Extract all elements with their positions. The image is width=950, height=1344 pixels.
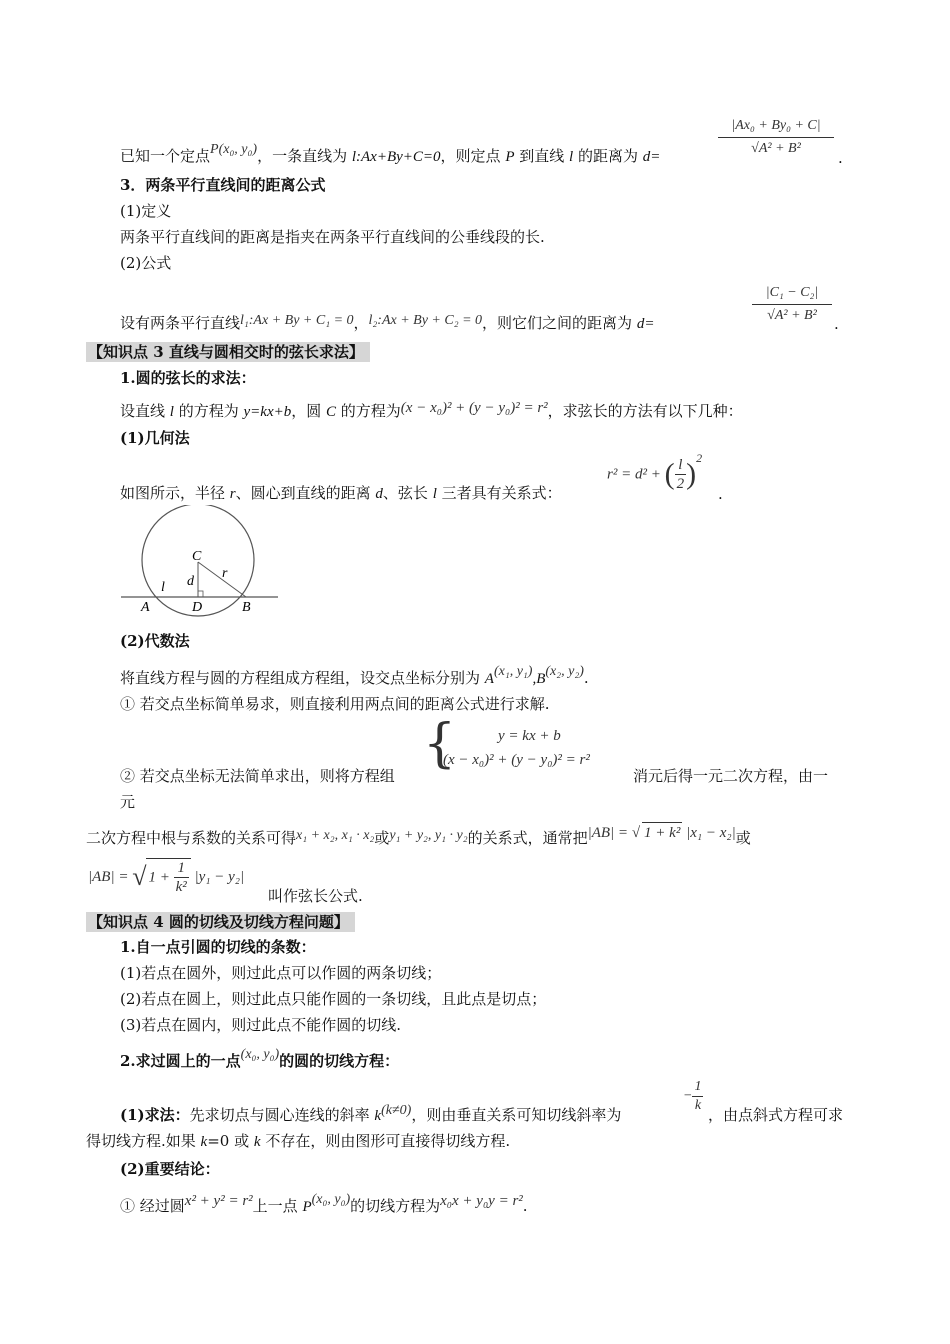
tangent-method — [120, 1105, 621, 1127]
text: k — [253, 1134, 261, 1150]
subsection-title: (2)重要结论： — [120, 1160, 220, 1178]
sqrt-content: 1 + k² — [642, 822, 682, 843]
text: 的关系式，通常把 — [467, 829, 588, 847]
line-equation: y=kx+b — [243, 404, 292, 420]
text: 的切线方程为 — [350, 1197, 441, 1215]
text: 消元后得一元二次方程，由一 — [633, 767, 829, 785]
fraction-denominator: 2 — [676, 476, 685, 492]
text: . — [522, 1197, 528, 1215]
tangent-conclusion — [120, 1192, 528, 1218]
text: k — [374, 1108, 382, 1124]
section-title: 3．两条平行直线间的距离公式 — [120, 176, 326, 194]
label-D: D — [192, 600, 203, 615]
text: l — [169, 404, 174, 420]
circle-equation: x² + y² = r² — [184, 1193, 253, 1209]
line2-equation: l₂:Ax + By + C₂ = 0 — [368, 313, 483, 328]
text: − — [683, 1088, 693, 1104]
text: 或 — [735, 829, 751, 847]
parallel-fraction — [752, 282, 832, 327]
text: 得切线方程.如果 — [86, 1132, 201, 1150]
point: (x₀, y₀) — [311, 1192, 351, 1207]
tangent-method-cont — [86, 1131, 510, 1152]
text: ，由点斜式方程可求 — [708, 1106, 844, 1124]
list-item: (1)若点在圆外，则过此点可以作圆的两条切线； — [120, 964, 442, 982]
section-header: 【知识点 4 圆的切线及切线方程问题】 — [86, 912, 355, 932]
negative-reciprocal — [683, 1078, 703, 1115]
distance-fraction — [718, 115, 834, 160]
label-d: d — [187, 574, 194, 589]
chord-figure — [118, 505, 283, 620]
line1-equation: l₁:Ax + By + C₁ = 0 — [240, 313, 354, 328]
tangent-equation: x₀x + y₀y = r² — [440, 1193, 523, 1209]
fraction-numerator: 1 — [174, 859, 189, 878]
text: |y₁ − y₂| — [190, 869, 245, 885]
text: P — [505, 149, 515, 165]
text: 叫作弦长公式. — [268, 887, 363, 905]
paragraph: ① 若交点坐标简单易求，则直接利用两点间的距离公式进行求解. — [120, 695, 550, 713]
chord-setup — [120, 401, 743, 422]
paragraph: 两条平行直线间的距离是指夹在两条平行直线间的公垂线段的长. — [120, 228, 545, 246]
text: r² = d² + — [607, 466, 665, 483]
text: 将直线方程与圆的方程组成方程组，设交点坐标分别为 — [120, 669, 485, 687]
label-C: C — [192, 549, 202, 564]
text: ，求弦长的方法有以下几种： — [547, 402, 743, 420]
fraction-denominator: k — [694, 1098, 702, 1113]
text: 已知一个定点 — [120, 147, 211, 165]
chord-formula-y: |AB| = √ 1 + $\frac{1}{\text{k²}}$ |y₁ − y₂| — [88, 860, 245, 895]
text: ，一条直线为 — [257, 147, 352, 165]
y-relation: y₁ + y₂, y₁ · y₂ — [389, 828, 468, 843]
parallel-distance — [120, 313, 654, 335]
fraction-denominator: √A² + B² — [751, 141, 801, 156]
subsection-title: 1.自一点引圆的切线的条数： — [120, 938, 316, 956]
text: l — [432, 486, 437, 502]
text: ，圆 — [291, 402, 326, 420]
label-B: B — [242, 600, 251, 615]
label-A: A — [141, 600, 150, 615]
tangent-title — [120, 1047, 400, 1073]
text: ② 若交点坐标无法简单求出，则将方程组 — [120, 767, 395, 785]
text: . — [838, 149, 843, 167]
text: ，则定点 — [440, 147, 506, 165]
subsection-title: 1.圆的弦长的求法： — [120, 369, 256, 387]
fraction-numerator: l — [675, 456, 687, 475]
text: d — [375, 486, 383, 502]
line-equation: l:Ax+By+C=0 — [351, 149, 441, 165]
text: . — [583, 669, 589, 687]
chord-formula-x: |AB| = √ 1 + k² |x₁ − x₂| — [588, 825, 736, 841]
text: |x₁ − x₂| — [682, 825, 736, 841]
point-B: (x₂, y₂) — [545, 664, 584, 679]
text: 的方程为 — [173, 402, 244, 420]
subsection-title: (2)代数法 — [120, 632, 190, 650]
condition: (k≠0) — [381, 1103, 412, 1118]
text: 的圆的切线方程： — [279, 1052, 400, 1070]
text: r — [229, 486, 236, 502]
subsection-title: (1)几何法 — [120, 429, 190, 447]
text: . — [834, 315, 839, 333]
text: d= — [642, 149, 661, 165]
text: 的距离为 — [573, 147, 643, 165]
text: 到直线 — [514, 147, 570, 165]
section-header: 【知识点 3 直线与圆相交时的弦长求法】 — [86, 342, 370, 362]
system-line-2: (x − x₀)² + (y − y₀)² = r² — [443, 752, 590, 768]
text: 或 — [374, 829, 390, 847]
label-l: l — [161, 580, 165, 595]
text: P — [302, 1199, 312, 1215]
text: 的方程为 — [336, 402, 401, 420]
text: ① 经过圆 — [120, 1197, 185, 1215]
text: 不存在，则由图形可直接得切线方程. — [260, 1132, 511, 1150]
text: 、圆心到直线的距离 — [235, 484, 376, 502]
text: l — [569, 149, 574, 165]
list-item: (3)若点在圆内，则过此点不能作圆的切线. — [120, 1016, 402, 1034]
text: C — [326, 404, 337, 420]
text: 设有两条平行直线 — [120, 314, 241, 332]
list-item: (2)若点在圆上，则过此点只能作圆的一条切线，且此点是切点； — [120, 990, 547, 1008]
text: 三者具有关系式： — [436, 484, 562, 502]
point-line-distance — [120, 142, 661, 168]
text: ，则由垂直关系可知切线斜率为 — [411, 1106, 622, 1124]
fraction-denominator: k² — [175, 879, 187, 895]
text: (1)求法： — [120, 1106, 190, 1124]
algebra-setup — [120, 664, 589, 690]
text: A — [484, 671, 494, 687]
right-angle-mark — [198, 591, 203, 597]
system-line-1: y = kx + b — [498, 728, 561, 744]
exponent: 2 — [696, 450, 703, 465]
vieta-relations — [86, 825, 751, 850]
text: |AB| = — [88, 869, 133, 885]
circle-equation: (x − x₀)² + (y − y₀)² = r² — [400, 400, 548, 416]
label-r: r — [222, 566, 228, 581]
text: 、弦长 — [382, 484, 433, 502]
text: |AB| = — [587, 825, 632, 841]
geometry-method — [120, 483, 562, 504]
fraction-numerator: |Ax₀ + By₀ + C| — [718, 115, 834, 138]
point-A: (x₁, y₁) — [493, 664, 533, 679]
text: d= — [636, 316, 655, 332]
text: 2.求过圆上的一点 — [120, 1052, 241, 1070]
text: 元 — [120, 793, 136, 811]
text: 上一点 — [252, 1197, 303, 1215]
text: =0 或 — [207, 1132, 254, 1150]
text: . — [718, 485, 723, 503]
chord-relation-formula: r² = d² + ( $\frac{l}{2}$ )$^2$ — [607, 450, 703, 492]
text: ,B — [532, 671, 546, 687]
text: 先求切点与圆心连线的斜率 — [189, 1106, 375, 1124]
text: 设直线 — [120, 402, 170, 420]
text: 如图所示，半径 — [120, 484, 230, 502]
x-relation: x₁ + x₂, x₁ · x₂ — [296, 828, 375, 843]
text: 1 + — [148, 869, 174, 886]
fraction-numerator: 1 — [692, 1078, 703, 1097]
point: (x₀, y₀) — [240, 1047, 280, 1062]
text: ， — [353, 314, 369, 332]
point-formula: P(x₀, y₀) — [210, 142, 258, 157]
subsection-label: (1)定义 — [120, 202, 172, 220]
fraction-denominator: √A² + B² — [767, 308, 817, 323]
text: k — [200, 1134, 208, 1150]
text: ，则它们之间的距离为 — [482, 314, 637, 332]
fraction-numerator: |C₁ − C₂| — [752, 282, 832, 305]
text: 二次方程中根与系数的关系可得 — [86, 829, 297, 847]
subsection-label: (2)公式 — [120, 254, 172, 272]
